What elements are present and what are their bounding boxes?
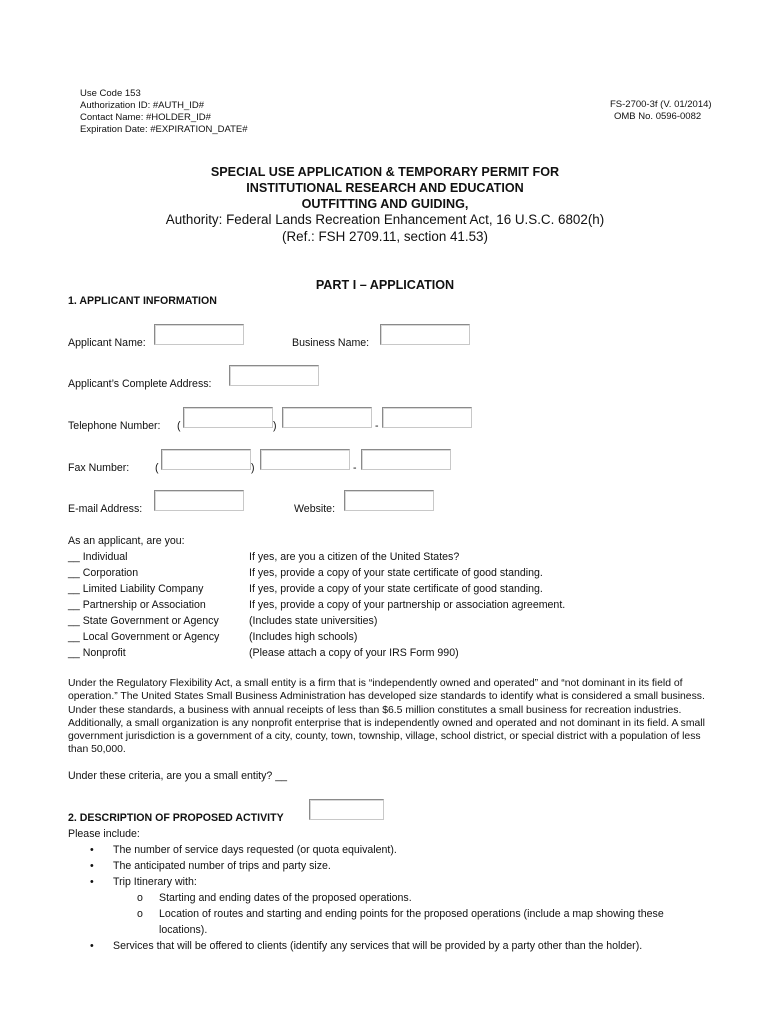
bullet-trip-itinerary: Trip Itinerary with: (113, 876, 197, 888)
applicant-type-llc[interactable]: __ Limited Liability Company (68, 583, 204, 595)
applicant-name-field[interactable] (154, 324, 244, 345)
business-name-label: Business Name: (292, 337, 370, 349)
title-line-2: INSTITUTIONAL RESEARCH AND EDUCATION (246, 181, 524, 195)
bullet-glyph: • (90, 844, 94, 856)
telephone-paren-close: ) (273, 420, 277, 432)
website-label: Website: (294, 503, 336, 515)
sub-bullet-glyph: o (137, 892, 143, 904)
sub-bullet-routes-cont: locations). (159, 924, 208, 936)
bullet-trips-party-size: The anticipated number of trips and party size. (113, 860, 331, 872)
fax-paren-close: ) (251, 462, 255, 474)
fax-prefix-field[interactable] (260, 449, 350, 470)
applicant-question: As an applicant, are you: (68, 535, 185, 547)
address-label: Applicant’s Complete Address: (68, 378, 212, 390)
telephone-dash: - (375, 420, 379, 432)
title-line-1: SPECIAL USE APPLICATION & TEMPORARY PERMIT FOR (210, 165, 560, 179)
sub-bullet-glyph: o (137, 908, 143, 920)
authority-line: Authority: Federal Lands Recreation Enhancement Act, 16 U.S.C. 6802(h) (165, 212, 605, 227)
please-include-label: Please include: (68, 828, 140, 840)
fax-label: Fax Number: (68, 462, 130, 474)
form-number: FS-2700-3f (V. 01/2014) (610, 99, 712, 110)
small-entity-question[interactable]: Under these criteria, are you a small entity? __ (68, 770, 288, 782)
fax-area-code-field[interactable] (161, 449, 251, 470)
telephone-line-field[interactable] (382, 407, 472, 428)
sub-bullet-dates: Starting and ending dates of the proposed operations. (159, 892, 412, 904)
telephone-label: Telephone Number: (68, 420, 161, 432)
website-field[interactable] (344, 490, 434, 511)
applicant-type-note: If yes, provide a copy of your state certificate of good standing. (249, 567, 543, 579)
telephone-prefix-field[interactable] (282, 407, 372, 428)
applicant-type-corporation[interactable]: __ Corporation (68, 567, 139, 579)
bullet-services-offered: Services that will be offered to clients (identify any services that will be provided by a party other than the holder). (113, 940, 643, 952)
applicant-type-local-government[interactable]: __ Local Government or Agency (68, 631, 220, 643)
applicant-type-partnership[interactable]: __ Partnership or Association (68, 599, 206, 611)
business-name-field[interactable] (380, 324, 470, 345)
telephone-area-code-field[interactable] (183, 407, 273, 428)
use-code: Use Code 153 (80, 88, 141, 99)
bullet-glyph: • (90, 876, 94, 888)
section1-heading: 1. APPLICANT INFORMATION (68, 295, 217, 307)
email-label: E-mail Address: (68, 503, 143, 515)
contact-name: Contact Name: #HOLDER_ID# (80, 112, 211, 123)
applicant-type-note: If yes, provide a copy of your partnership or association agreement. (249, 599, 566, 611)
applicant-type-nonprofit[interactable]: __ Nonprofit (68, 647, 126, 659)
bullet-glyph: • (90, 940, 94, 952)
part-heading: PART I – APPLICATION (315, 278, 455, 292)
omb-number: OMB No. 0596-0082 (614, 111, 702, 122)
address-field[interactable] (229, 365, 319, 386)
section2-heading: 2. DESCRIPTION OF PROPOSED ACTIVITY (68, 812, 284, 824)
bullet-service-days: The number of service days requested (or quota equivalent). (113, 844, 397, 856)
expiration-date: Expiration Date: #EXPIRATION_DATE# (80, 124, 248, 135)
applicant-type-individual[interactable]: __ Individual (68, 551, 128, 563)
applicant-name-label: Applicant Name: (68, 337, 146, 349)
fax-dash: - (353, 462, 357, 474)
applicant-type-note: (Includes state universities) (249, 615, 378, 627)
fax-paren-open: ( (155, 462, 159, 474)
email-field[interactable] (154, 490, 244, 511)
regulatory-paragraph: Under the Regulatory Flexibility Act, a small entity is a firm that is “independently owned and operated” and “not dominant in its field of operation.” The United States Small Business Administration has developed size standards to identify what is considered a small business. Under these standards, a business with annual receipts of less than $6.5 million constitutes a small business for recreation industries. Additionally, a small organization is any nonprofit enterprise that is independently owned and operated and not dominant in its field. A small government jurisdiction is a government of a city, county, town, township, village, school district, or special district with a population of less than 50,000. (68, 678, 705, 756)
sub-bullet-routes: Location of routes and starting and ending points for the proposed operations (include a map showing these (159, 908, 664, 920)
reference-line: (Ref.: FSH 2709.11, section 41.53) (282, 229, 488, 244)
applicant-type-note: If yes, are you a citizen of the United States? (249, 551, 460, 563)
title-line-3: OUTFITTING AND GUIDING, (301, 197, 469, 211)
fax-line-field[interactable] (361, 449, 451, 470)
telephone-paren-open: ( (177, 420, 181, 432)
applicant-type-note: (Please attach a copy of your IRS Form 990) (249, 647, 459, 659)
applicant-type-note: If yes, provide a copy of your state certificate of good standing. (249, 583, 543, 595)
activity-description-field[interactable] (309, 799, 384, 820)
authorization-id: Authorization ID: #AUTH_ID# (80, 100, 205, 111)
bullet-glyph: • (90, 860, 94, 872)
applicant-type-note: (Includes high schools) (249, 631, 358, 643)
applicant-type-state-government[interactable]: __ State Government or Agency (68, 615, 219, 627)
